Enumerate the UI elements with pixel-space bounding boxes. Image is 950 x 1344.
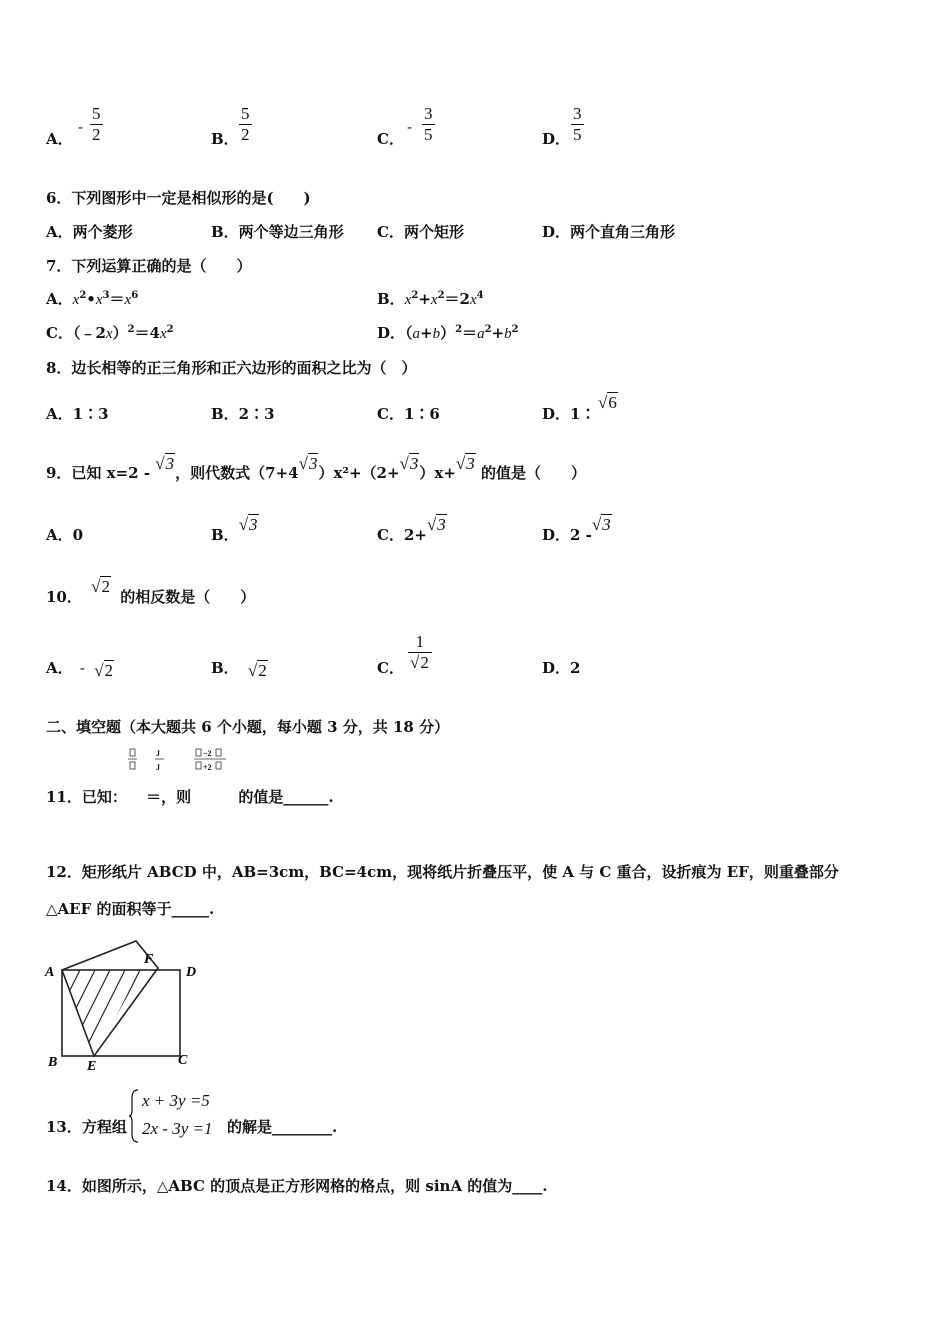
option-label: C．	[377, 659, 404, 677]
q13-tail: 的解是________.	[227, 1118, 338, 1136]
q6-option-b: B．两个等边三角形	[211, 223, 344, 241]
radicand: 2	[420, 653, 429, 672]
q8-option-c: C．1∶6	[377, 405, 440, 423]
stem-part: ）x+	[419, 464, 456, 482]
stem-part: ，则代数式（7+4	[175, 464, 299, 482]
label-e: E	[87, 1059, 97, 1074]
label-d: D	[186, 965, 197, 980]
q6-option-a: A．两个菱形	[46, 223, 133, 241]
label-f: F	[144, 952, 154, 967]
radicand: 3	[437, 515, 446, 534]
denominator: 2	[92, 125, 101, 144]
q6-option-c: C．两个矩形	[377, 223, 464, 241]
q5-c-sign: -	[407, 118, 413, 136]
q10-stem: 10． √2 的相反数是（ ）	[46, 577, 256, 606]
q9-stem: 9．已知 x=2 - √3，则代数式（7+4√3）x²+（2+√3）x+√3 的值是（ ）	[46, 454, 586, 482]
radicand: 3	[249, 515, 258, 534]
q8-option-b: B．2∶3	[211, 405, 275, 423]
q9-option-b: B．√3	[211, 515, 258, 544]
q5-a-sign: -	[78, 118, 84, 136]
radicand: 3	[308, 454, 318, 473]
q13-equation-1: x + 3y =5	[142, 1091, 210, 1110]
q7-option-d: D．$(a+b)^2=a^2+b^2$	[377, 324, 519, 342]
q7-option-c: C．$(﹣2x)^2=4x^2$	[46, 324, 174, 342]
option-label: B．	[211, 659, 239, 677]
q8-option-a: A．1∶3	[46, 405, 109, 423]
q11-text	[46, 786, 334, 807]
stem-part: 9．已知 x=2 -	[46, 464, 151, 482]
denominator: √2	[408, 652, 432, 673]
stem-text: 的相反数是（ ）	[120, 588, 256, 606]
q5-b-fraction	[239, 104, 252, 145]
denominator: 2	[241, 125, 250, 144]
q5-option-c	[377, 128, 404, 149]
option-label: D．1∶	[542, 405, 596, 423]
q14-text: 14．如图所示，△ABC 的顶点是正方形网格的格点，则 sinA 的值为____.	[46, 1177, 548, 1195]
q9-option-c: C．2+√3	[377, 515, 446, 544]
q5-a-fraction	[90, 104, 103, 145]
q7-stem: 7．下列运算正确的是（ ）	[46, 257, 252, 275]
radicand: 2	[258, 661, 267, 680]
svg-text:−2: −2	[203, 749, 212, 758]
minus-sign: -	[79, 659, 85, 677]
stem-part: 的值是（ ）	[480, 464, 586, 482]
q10-option-b: B． √2	[211, 659, 267, 680]
option-label: C．2+	[377, 526, 427, 544]
q5-d-fraction	[571, 104, 584, 145]
radicand: 2	[104, 661, 114, 680]
stem-part: ）x²+（2+	[318, 464, 400, 482]
q10-option-d: D．2	[542, 659, 581, 677]
q10-option-a: A． - √2	[46, 659, 114, 680]
option-label: A．	[46, 130, 73, 148]
option-label: B．	[211, 130, 239, 148]
q13-label: 13．方程组	[46, 1118, 127, 1136]
numerator: 3	[573, 104, 582, 123]
svg-text:+2: +2	[203, 763, 212, 772]
option-label: B．	[377, 290, 405, 308]
numerator: 1	[415, 632, 425, 651]
q12-figure	[40, 930, 210, 1075]
radicand: 3	[602, 515, 611, 534]
hatched-region	[60, 930, 170, 1070]
label-b: B	[48, 1055, 58, 1070]
numerator: 5	[92, 104, 101, 123]
q10-option-c	[377, 657, 404, 678]
q7-option-b: B．$x^2+x^2=2x^4$	[377, 290, 484, 308]
q5-c-fraction	[422, 104, 435, 145]
q5-option-a	[46, 128, 73, 149]
question-number: 10．	[46, 588, 82, 606]
label-c: C	[178, 1053, 188, 1068]
numerator: 3	[424, 104, 433, 123]
radicand: 3	[409, 454, 419, 473]
option-label: B．	[211, 526, 239, 544]
denominator: 5	[573, 125, 582, 144]
denominator: 5	[424, 125, 433, 144]
q12-line2: △AEF 的面积等于_____.	[46, 900, 215, 918]
radicand: 6	[608, 393, 617, 412]
q13-equation-2: 2x - 3y =1	[142, 1119, 213, 1138]
q6-stem: 6．下列图形中一定是相似形的是( )	[46, 189, 311, 207]
q11-formula-image	[126, 746, 236, 776]
option-label: D．	[377, 324, 406, 342]
option-label: C．	[377, 130, 404, 148]
q5-option-b	[211, 128, 239, 149]
option-label: A．	[46, 290, 73, 308]
option-label: D．	[542, 130, 571, 148]
q10-c-fraction	[408, 632, 432, 673]
q6-option-d: D．两个直角三角形	[542, 223, 676, 241]
q9-option-a: A．0	[46, 526, 84, 544]
radicand: 2	[101, 577, 110, 596]
text-part: ＝，则	[146, 788, 192, 806]
svg-text:J: J	[156, 749, 160, 758]
q12-line1: 12．矩形纸片 ABCD 中，AB=3cm，BC=4cm，现将纸片折叠压平，使 A 与 C 重合，设折痕为 EF，则重叠部分	[46, 863, 839, 881]
option-label: A．	[46, 659, 73, 677]
q8-d-sqrt: √6	[598, 393, 617, 412]
option-label: C．	[46, 324, 73, 342]
brace-icon	[128, 1088, 140, 1144]
numerator: 5	[241, 104, 250, 123]
section-2-title: 二、填空题（本大题共 6 个小题，每小题 3 分，共 18 分）	[46, 718, 450, 736]
q7-option-a: A．$x^2•x^3=x^6$	[46, 290, 139, 308]
label-a: A	[45, 965, 55, 980]
text-part: 11．已知：	[46, 788, 127, 806]
rectangle-abcd	[62, 970, 180, 1056]
text-part: 的值是______.	[238, 788, 334, 806]
radicand: 3	[466, 454, 475, 473]
q5-option-d	[542, 128, 570, 149]
q8-stem: 8．边长相等的正三角形和正六边形的面积之比为（ ）	[46, 359, 417, 377]
radicand: 3	[165, 454, 175, 473]
q9-option-d: D．2 -√3	[542, 515, 611, 544]
option-label: D．2 -	[542, 526, 592, 544]
svg-text:J: J	[156, 763, 160, 772]
q8-option-d	[542, 403, 595, 424]
